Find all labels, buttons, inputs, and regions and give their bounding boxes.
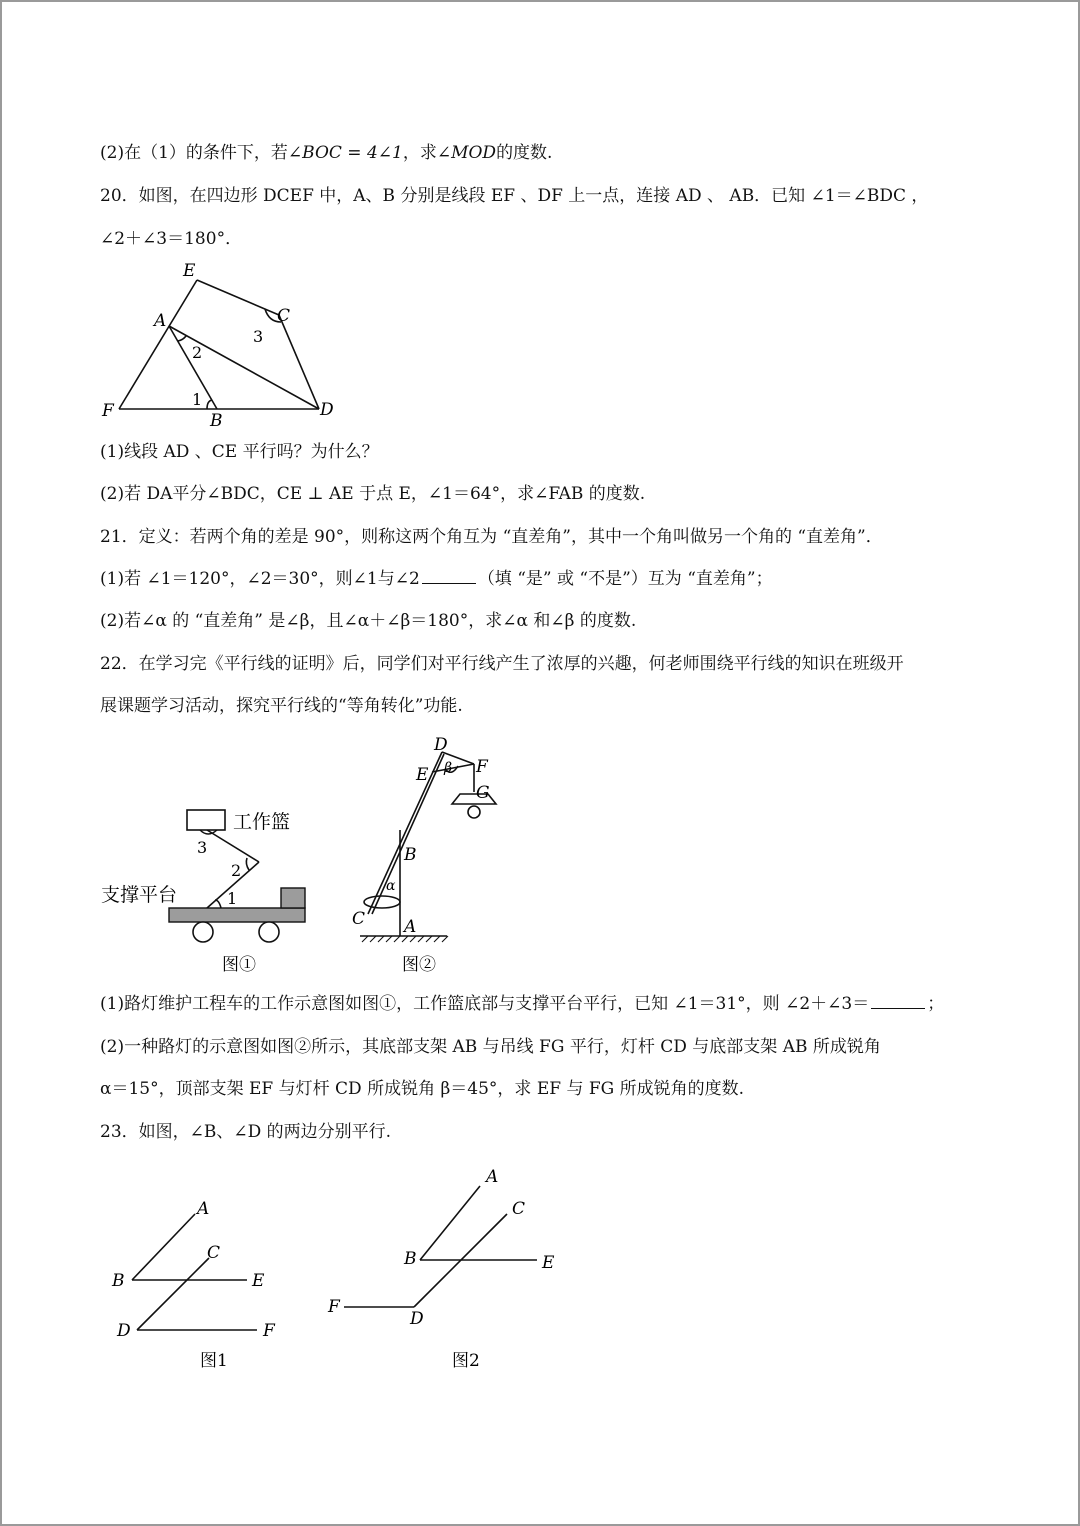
- q21-part1-text-a: (1)若 ∠1＝120°，∠2＝30°，则∠1与∠2: [100, 569, 420, 589]
- q23-stem: 23．如图，∠B、∠D 的两边分别平行.: [100, 1122, 392, 1142]
- q20-line-ec: [197, 280, 279, 315]
- q22-fig2-label-g: G: [476, 783, 490, 803]
- q20-label-c: C: [277, 306, 291, 326]
- q22-fig2-caption: 图②: [402, 955, 436, 975]
- q23-fig1-label-e: E: [252, 1271, 265, 1291]
- q20-label-e: E: [183, 261, 196, 281]
- q23-fig2-label-f: F: [328, 1297, 340, 1317]
- q22-fig2-label-beta: β: [444, 760, 453, 776]
- wheel-right: [259, 922, 279, 942]
- q20-stem-line2: ∠2＋∠3＝180°．: [100, 229, 243, 249]
- q23-fig1-ray-ba: [132, 1214, 195, 1280]
- q20-label-a: A: [154, 311, 167, 331]
- q20-line-cd: [279, 315, 319, 409]
- q23-fig1-label-d: D: [117, 1321, 131, 1341]
- q19-part2-angle: ∠MOD: [436, 143, 497, 163]
- q22-fig1-label-3: 3: [197, 838, 208, 857]
- q21-answer-blank[interactable]: [422, 567, 476, 584]
- q20-angle1-arc: [207, 400, 212, 409]
- q22-fig2-label-d: D: [434, 735, 448, 755]
- q22-part2-line1: (2)一种路灯的示意图如图②所示，其底部支架 AB 与吊线 FG 平行，灯杆 CD 与底部支架 AB 所成锐角: [100, 1037, 881, 1057]
- work-basket: [187, 810, 225, 830]
- q20-stem-line1: 20．如图，在四边形 DCEF 中，A、B 分别是线段 EF 、DF 上一点，连接 AD 、 AB．已知 ∠1＝∠BDC ，: [100, 186, 929, 206]
- q20-part2: (2)若 DA平分∠BDC，CE ⊥ AE 于点 E，∠1＝64°，求∠FAB 的度数.: [100, 484, 646, 504]
- q19-part2-text-a: (2)在（1）的条件下，若: [100, 143, 288, 163]
- q22-stem-line1: 22．在学习完《平行线的证明》后，同学们对平行线产生了浓厚的兴趣，何老师围绕平行线的知识在班级开: [100, 654, 904, 674]
- q22-answer-blank[interactable]: [871, 992, 925, 1009]
- q23-fig2-caption: 图2: [452, 1351, 480, 1371]
- q20-label-b: B: [210, 411, 223, 431]
- lamp-pole-cd-edge: [372, 754, 444, 914]
- lamp-pole-cd: [368, 752, 442, 914]
- q23-fig1-label-c: C: [207, 1243, 221, 1263]
- q23-fig2-label-e: E: [542, 1253, 555, 1273]
- q20-label-f: F: [102, 401, 114, 421]
- q22-fig1-label-1: 1: [227, 889, 238, 908]
- q23-fig2-label-a: A: [486, 1167, 499, 1187]
- truck-cab: [281, 888, 305, 908]
- q23-fig1-label-b: B: [112, 1271, 125, 1291]
- q20-line-ef: [119, 280, 197, 409]
- q20-label-1: 1: [192, 390, 203, 409]
- q21-stem: 21．定义：若两个角的差是 90°，则称这两个角互为 “直差角”，其中一个角叫做另一个角的 “直差角”．: [100, 527, 883, 547]
- q22-part1-text: (1)路灯维护工程车的工作示意图如图①，工作篮底部与支撑平台平行，已知 ∠1＝31°，则 ∠2＋∠3＝: [100, 994, 870, 1014]
- alpha-angle-ring: [364, 896, 400, 908]
- q22-part2-line2: α＝15°，顶部支架 EF 与灯杆 CD 所成锐角 β＝45°，求 EF 与 FG 所成锐角的度数.: [100, 1079, 745, 1099]
- q22-stem-line2: 展课题学习活动，探究平行线的“等角转化”功能.: [100, 696, 463, 716]
- q23-fig2-label-d: D: [410, 1309, 424, 1329]
- support-platform: [169, 908, 305, 922]
- q20-label-d: D: [320, 400, 334, 420]
- q20-part1: (1)线段 AD 、CE 平行吗？为什么？: [100, 442, 379, 462]
- q20-figure: [97, 260, 347, 430]
- lamp-bulb: [468, 806, 480, 818]
- q23-fig1-caption: 图1: [200, 1351, 228, 1371]
- platform-label: 支撑平台: [101, 884, 178, 906]
- q20-label-3: 3: [253, 327, 264, 346]
- q19-part2-text-e: 的度数.: [496, 143, 553, 163]
- q19-part2-text-c: ，求: [402, 143, 437, 163]
- q23-figure1: [107, 1192, 287, 1372]
- q22-part1: [100, 992, 944, 1016]
- q19-part2-expr: ∠BOC = 4∠1: [287, 143, 403, 163]
- q23-fig1-label-f: F: [263, 1321, 275, 1341]
- q22-fig2-label-f: F: [476, 757, 488, 777]
- q21-part1-text-b: （填 “是” 或 “不是”）互为 “直差角”；: [477, 569, 773, 589]
- q20-angle2-arc: [178, 336, 186, 341]
- q22-part1-end: ；: [927, 994, 945, 1014]
- q23-fig1-ray-dc: [137, 1258, 209, 1330]
- q22-fig2-label-alpha: α: [386, 878, 396, 894]
- q22-fig1-caption: 图①: [222, 955, 256, 975]
- q23-figure2: [322, 1162, 572, 1372]
- q23-fig2-label-c: C: [512, 1199, 526, 1219]
- q22-angle1-arc: [215, 900, 221, 908]
- q20-label-2: 2: [192, 343, 203, 362]
- q21-part1: [100, 567, 773, 591]
- q23-fig2-label-b: B: [404, 1249, 417, 1269]
- q22-fig2-label-c: C: [352, 909, 366, 929]
- q22-fig2-label-e: E: [416, 765, 429, 785]
- q23-fig1-label-a: A: [197, 1199, 210, 1219]
- basket-label: 工作篮: [233, 811, 291, 833]
- arm-upper: [207, 830, 259, 862]
- q22-fig2-label-a: A: [404, 917, 417, 937]
- q22-fig1-label-2: 2: [231, 861, 242, 880]
- q22-figure2: [342, 732, 512, 982]
- q22-angle2-arc: [246, 858, 249, 870]
- q21-part2: (2)若∠α 的 “直差角” 是∠β，且∠α＋∠β＝180°，求∠α 和∠β 的度数.: [100, 611, 637, 631]
- q19-part2: [100, 141, 552, 165]
- wheel-left: [193, 922, 213, 942]
- q22-figure1: [97, 800, 327, 980]
- q22-fig2-label-b: B: [404, 845, 417, 865]
